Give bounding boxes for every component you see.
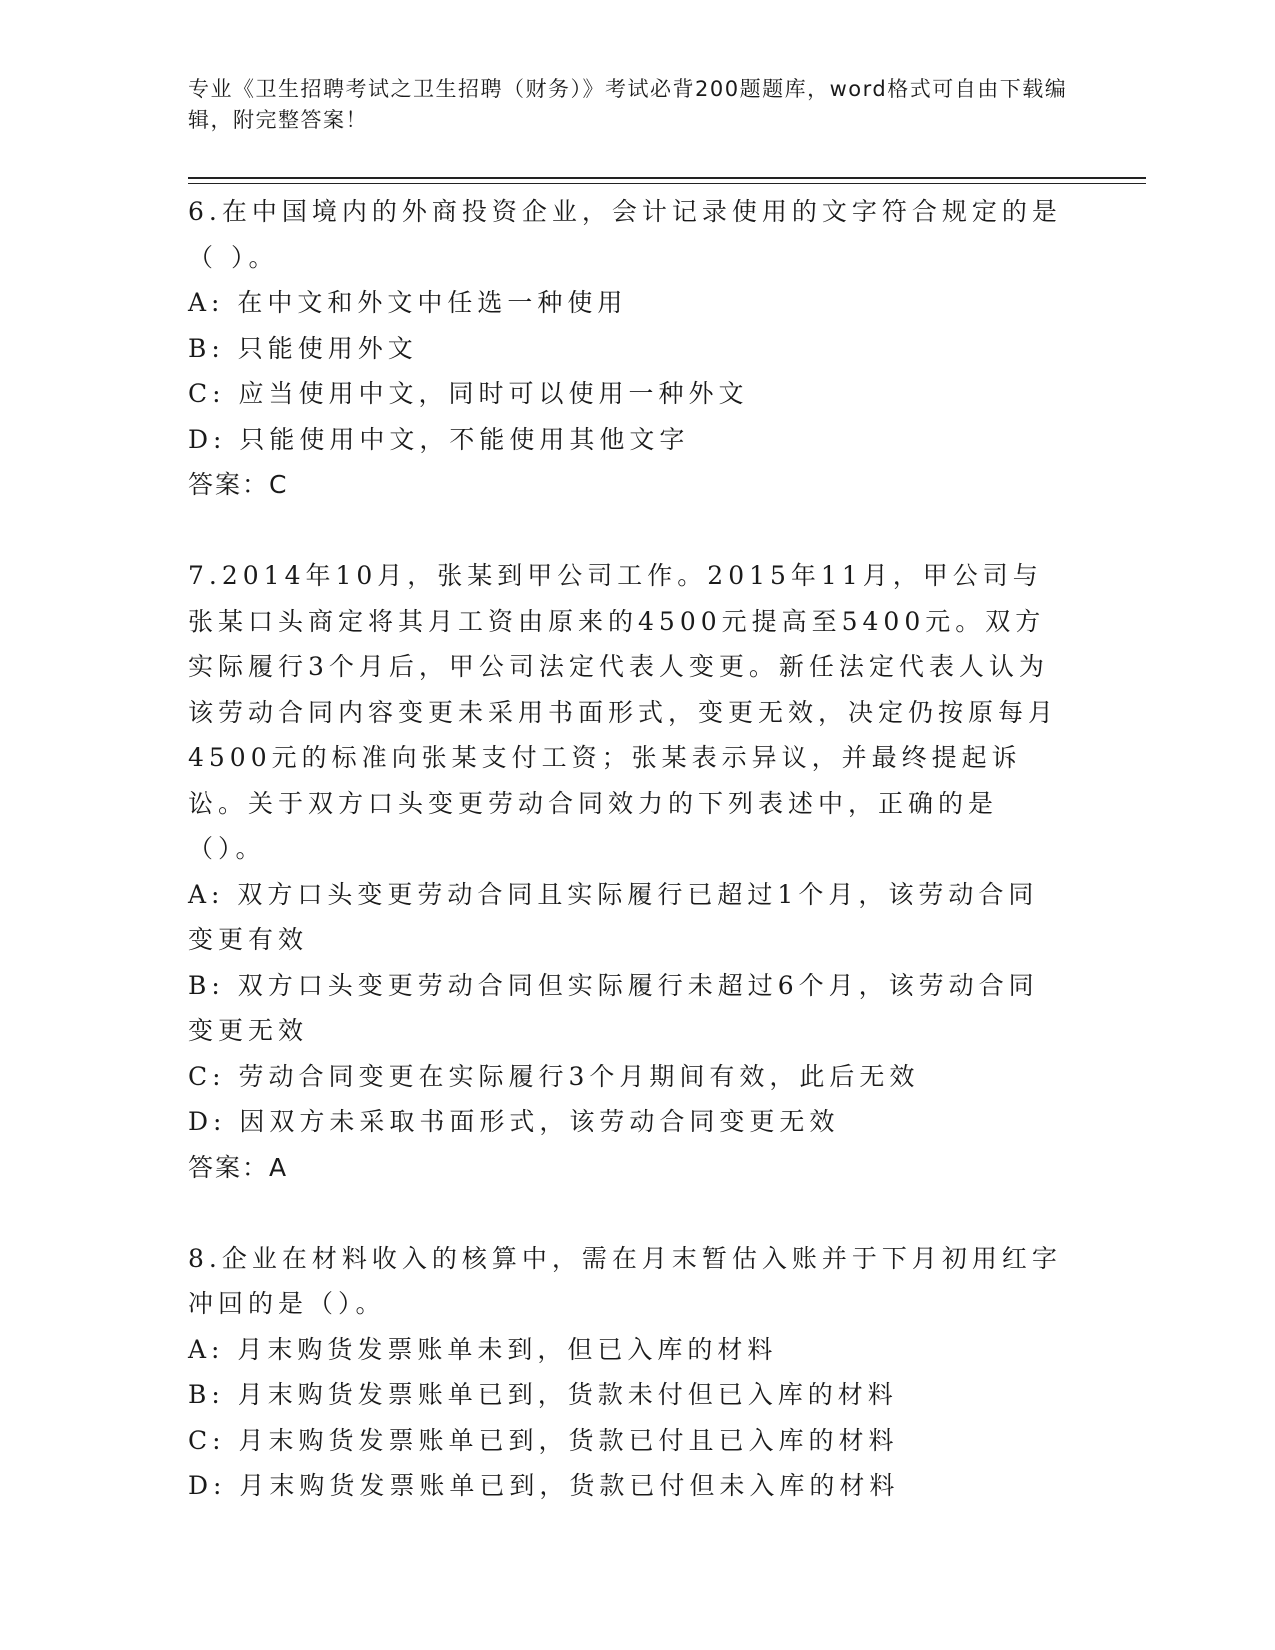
question-7 [188,553,1068,1190]
header-title: 专业《卫生招聘考试之卫生招聘（财务）》考试必背200题题库，word格式可自由下载编辑，附完整答案！ [188,77,1068,132]
option-b: B: 双方口头变更劳动合同但实际履行未超过6个月，该劳动合同变更无效 [188,970,1039,1045]
option-c: C: 劳动合同变更在实际履行3个月期间有效，此后无效 [188,1061,920,1091]
question-stem: 7.2014年10月，张某到甲公司工作。2015年11月，甲公司与张某口头商定将其月工资由原来的4500元提高至5400元。双方实际履行3个月后，甲公司法定代表人变更。新任法定代表人认为该劳动合同内容变更未采用书面形式，变更无效，决定仍按原每月4500元的标准向张某支付工资；张某表示异议，并最终提起诉讼。关于双方口头变更劳动合同效力的下列表述中，正确的是（）。 [188,561,1059,863]
question-stem: 6.在中国境内的外商投资企业，会计记录使用的文字符合规定的是（ ）。 [188,197,1062,272]
answer: 答案：C [188,470,289,499]
option-a: A: 月末购货发票账单未到，但已入库的材料 [188,1334,778,1364]
header-divider-thick [188,177,1146,179]
question-spacer [188,508,1068,554]
answer: 答案：A [188,1152,289,1182]
option-c: C: 月末购货发票账单已到，货款已付且已入库的材料 [188,1425,899,1455]
option-b: B: 月末购货发票账单已到，货款未付但已入库的材料 [188,1380,898,1409]
option-d: D: 只能使用中文，不能使用其他文字 [188,424,690,454]
option-d: D: 月末购货发票账单已到，货款已付但未入库的材料 [188,1471,900,1500]
header-divider-thin [188,183,1146,184]
option-a: A: 双方口头变更劳动合同且实际履行已超过1个月，该劳动合同变更有效 [188,879,1039,954]
document-header [188,74,1068,136]
option-b: B: 只能使用外文 [188,333,418,363]
question-spacer [188,1190,1068,1236]
option-c: C: 应当使用中文，同时可以使用一种外文 [188,379,749,408]
option-d: D: 因双方未采取书面形式，该劳动合同变更无效 [188,1107,840,1136]
question-6 [188,189,1068,508]
question-8 [188,1236,1068,1509]
option-a: A: 在中文和外文中任选一种使用 [188,288,628,317]
question-stem: 8.企业在材料收入的核算中，需在月末暂估入账并于下月初用红字冲回的是（）。 [188,1243,1062,1318]
question-list [188,189,1068,1509]
